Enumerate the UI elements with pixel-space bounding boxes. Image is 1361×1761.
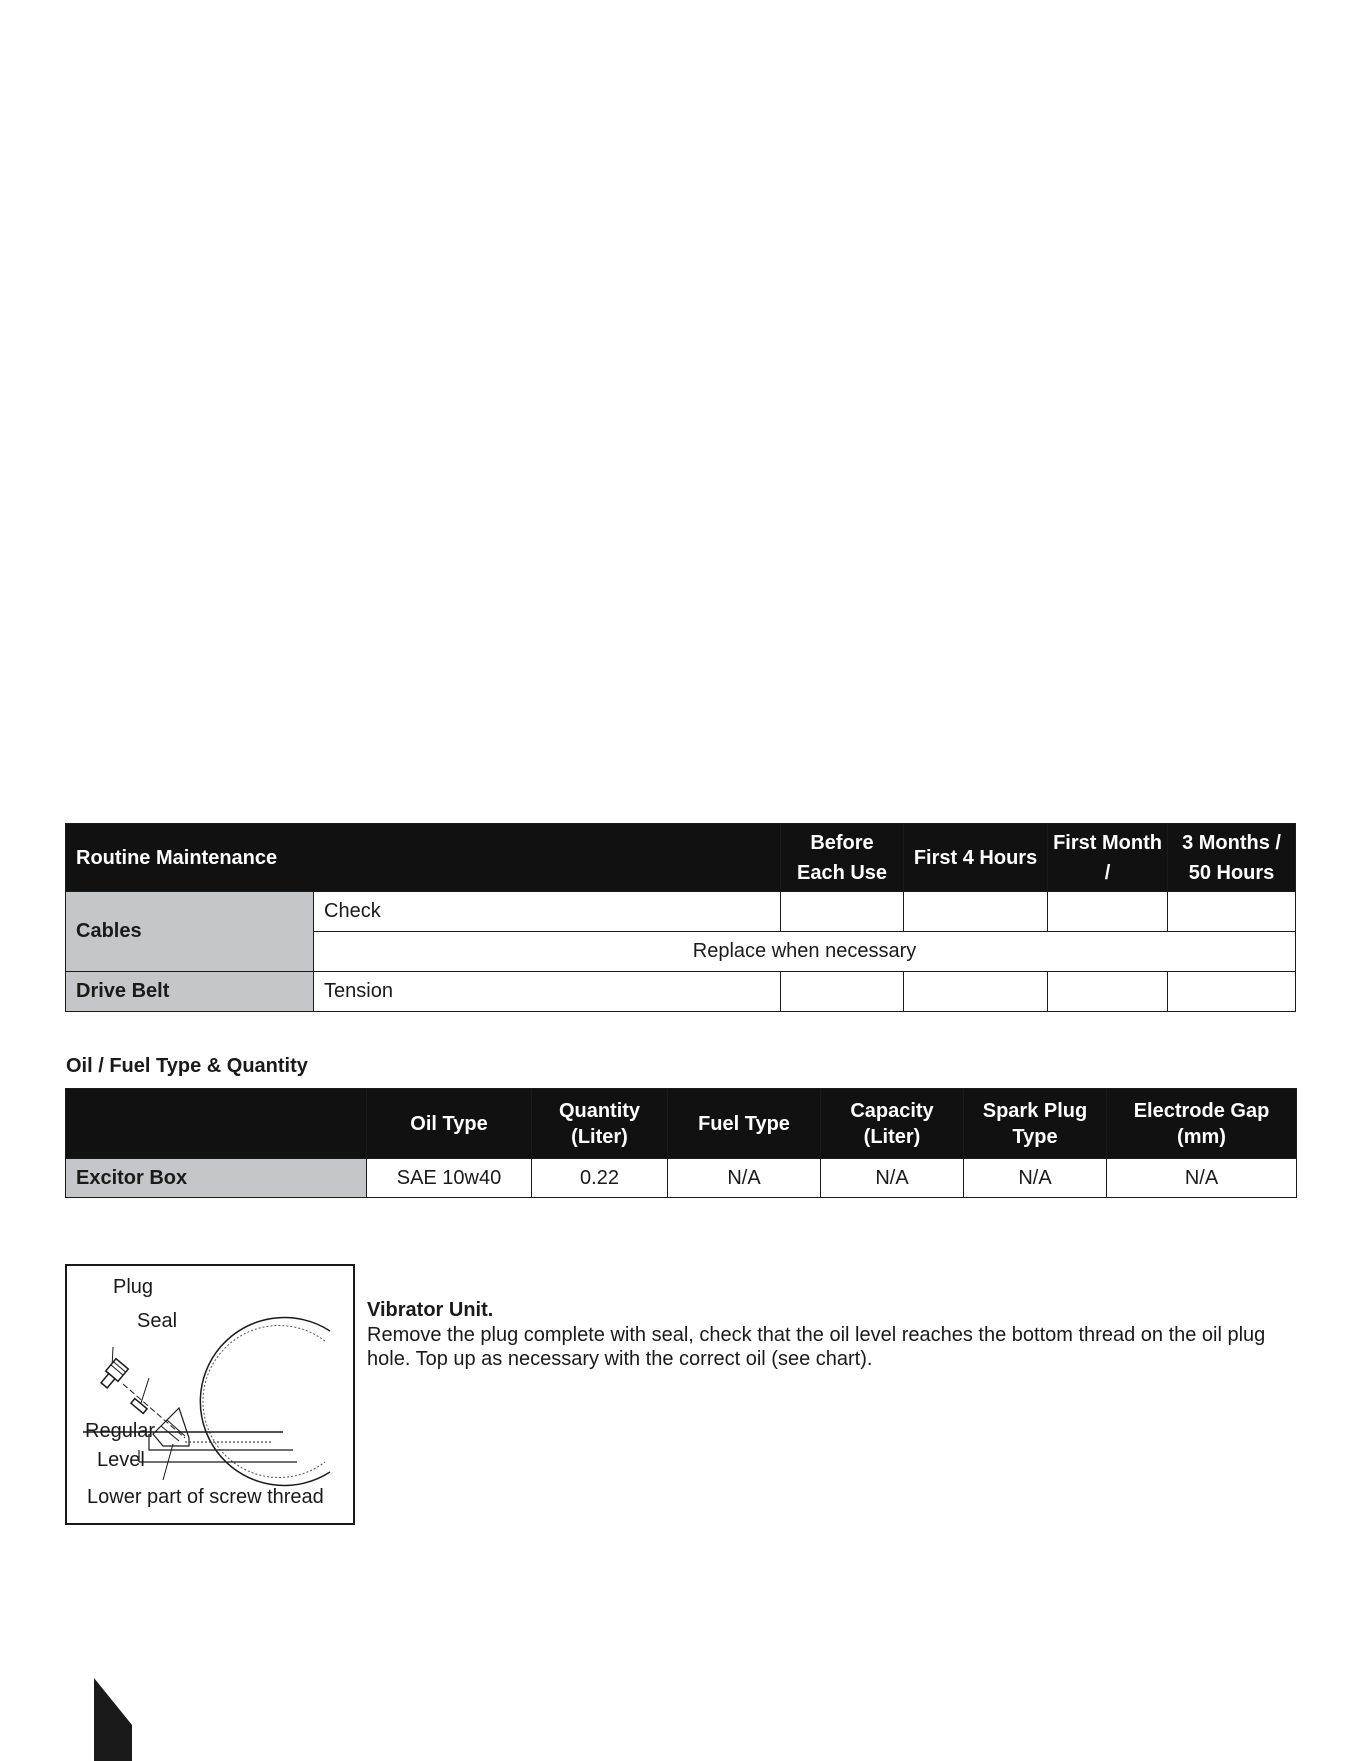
vibrator-unit-instructions: Remove the plug complete with seal, check that the oil level reaches the bottom thread on the oil plug hole. Top up as necessary with the correct oil (see chart). (367, 1324, 1266, 1370)
table-cell (1168, 972, 1296, 1012)
label-regular: Regular (85, 1420, 156, 1442)
header-first-4-hours: First 4 Hours (904, 824, 1048, 892)
oil-fuel-table (65, 1088, 1297, 1198)
fuel-type-value: N/A (668, 1159, 821, 1198)
table-cell (781, 892, 904, 932)
header-quantity: Quantity (Liter) (532, 1089, 668, 1159)
oil-fuel-title: Oil / Fuel Type & Quantity (66, 1055, 308, 1077)
label-level: Level (97, 1449, 145, 1471)
header-capacity: Capacity (Liter) (821, 1089, 964, 1159)
label-plug: Plug (113, 1276, 154, 1298)
table-cell (904, 892, 1048, 932)
header-blank (66, 1089, 367, 1159)
row-label-drive-belt: Drive Belt (66, 972, 314, 1012)
header-oil-type: Oil Type (367, 1089, 532, 1159)
oil-type-value: SAE 10w40 (367, 1159, 532, 1198)
header-first-month: First Month / (1048, 824, 1168, 892)
header-spark-plug-type: Spark Plug Type (964, 1089, 1107, 1159)
label-seal: Seal (137, 1310, 178, 1332)
row-label-excitor-box: Excitor Box (66, 1159, 367, 1198)
spark-plug-value: N/A (964, 1159, 1107, 1198)
header-routine-maintenance: Routine Maintenance (66, 824, 781, 892)
header-3-months-50-hours: 3 Months / 50 Hours (1168, 824, 1296, 892)
page-corner-tab (94, 1678, 134, 1761)
task-replace-when-necessary: Replace when necessary (314, 932, 1296, 972)
quantity-value: 0.22 (532, 1159, 668, 1198)
capacity-value: N/A (821, 1159, 964, 1198)
table-cell (1048, 892, 1168, 932)
row-label-cables: Cables (66, 892, 314, 972)
task-tension: Tension (314, 972, 781, 1012)
header-fuel-type: Fuel Type (668, 1089, 821, 1159)
vibrator-unit-title: Vibrator Unit. (367, 1299, 494, 1321)
electrode-gap-value: N/A (1107, 1159, 1297, 1198)
oil-plug-illustration (67, 1266, 353, 1523)
header-electrode-gap: Electrode Gap (mm) (1107, 1089, 1297, 1159)
table-cell (904, 972, 1048, 1012)
table-cell (1048, 972, 1168, 1012)
header-before-each-use: Before Each Use (781, 824, 904, 892)
label-lower-thread: Lower part of screw thread (87, 1486, 324, 1508)
oil-plug-diagram (65, 1264, 355, 1525)
table-cell (1168, 892, 1296, 932)
task-check: Check (314, 892, 781, 932)
table-cell (781, 972, 904, 1012)
routine-maintenance-table (65, 823, 1296, 1012)
